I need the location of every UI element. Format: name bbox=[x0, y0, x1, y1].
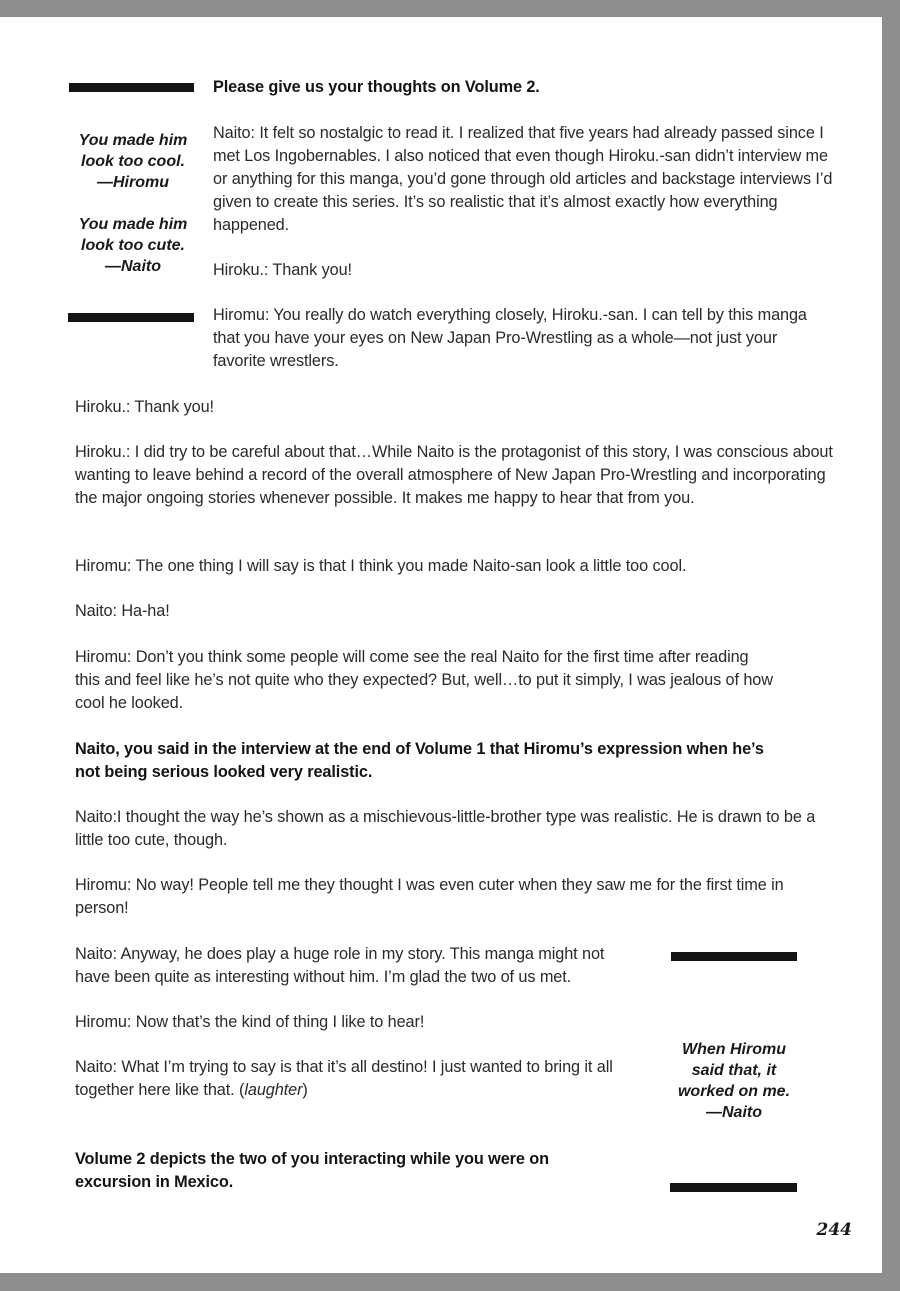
interview-paragraph: Naito: Anyway, he does play a huge role in my story. This manga might not have been quite as interesting without him. I’m glad the two of us met. bbox=[75, 945, 605, 986]
pull-quote-text: When Hiromu said that, it worked on me. bbox=[677, 1041, 791, 1100]
interview-paragraph: Hiromu: Now that’s the kind of thing I like to hear! bbox=[75, 1013, 425, 1031]
paragraph-text: ) bbox=[302, 1081, 308, 1099]
pull-quote-attribution: —Naito bbox=[706, 1104, 762, 1121]
pull-quote-attribution: —Naito bbox=[105, 258, 161, 275]
interview-paragraph: Hiromu: You really do watch everything closely, Hiroku.-san. I can tell by this manga that you have your eyes on New Japan Pro-Wrestling as a whole—not just your favorite wrestlers. bbox=[213, 306, 807, 370]
pull-quote-attribution: —Hiromu bbox=[97, 174, 169, 191]
page-number: 244 bbox=[816, 1220, 852, 1240]
interview-paragraph: Hiromu: No way! People tell me they thought I was even cuter when they saw me for the first time in person! bbox=[75, 876, 784, 917]
interview-question: Naito, you said in the interview at the end of Volume 1 that Hiromu’s expression when he’s not being serious looked very realistic. bbox=[75, 740, 764, 781]
interview-paragraph: Hiromu: Don’t you think some people will come see the real Naito for the first time after reading this and feel like he’s not quite who they expected? But, well…to put it simply, I was jealous of how cool he looked. bbox=[75, 648, 773, 712]
interview-paragraph: Hiroku.: Thank you! bbox=[213, 261, 352, 279]
pull-quote-right bbox=[668, 1039, 800, 1123]
interview-paragraph: Naito: It felt so nostalgic to read it. I realized that five years had already passed since I met Los Ingobernables. I also noticed that even though Hiroku.-san didn’t interview me or anything for this manga, you’d gone through old articles and backstage interviews I’d given to create this series. It’s so realistic that it’s almost exactly how everything happened. bbox=[213, 124, 833, 234]
pull-quote-text: You made him look too cool. bbox=[78, 132, 188, 170]
interview-paragraph: Hiromu: The one thing I will say is that I think you made Naito-san look a little too cool. bbox=[75, 557, 687, 575]
interview-question: Please give us your thoughts on Volume 2. bbox=[213, 78, 540, 96]
interview-paragraph: Hiroku.: Thank you! bbox=[75, 398, 214, 416]
interview-paragraph: Naito:I thought the way he’s shown as a mischievous-little-brother type was realistic. He is drawn to be a little too cute, though. bbox=[75, 808, 816, 849]
pull-quote-top-rule bbox=[671, 952, 797, 961]
pull-quote-top bbox=[66, 130, 200, 277]
pull-quote-top-rule bbox=[69, 83, 194, 92]
paragraph-text: Naito: What I’m trying to say is that it’s all destino! I just wanted to bring it all together here like that. ( bbox=[75, 1058, 613, 1099]
interview-question: Volume 2 depicts the two of you interacting while you were on excursion in Mexico. bbox=[75, 1150, 549, 1191]
pull-quote-bottom-rule bbox=[68, 313, 194, 322]
interview-paragraph: Naito: Ha-ha! bbox=[75, 602, 170, 620]
interview-paragraph bbox=[75, 1056, 645, 1102]
interview-paragraph: Hiroku.: I did try to be careful about that…While Naito is the protagonist of this story, I was conscious about wanting to leave behind a record of the overall atmosphere of New Japan Pro-Wrestling and incorporating the major ongoing stories whenever possible. It makes me happy to hear that from you. bbox=[75, 443, 833, 507]
pull-quote-bottom-rule bbox=[670, 1183, 797, 1192]
pull-quote-text: You made him look too cute. bbox=[78, 216, 188, 254]
paragraph-italic-text: laughter bbox=[244, 1081, 303, 1099]
